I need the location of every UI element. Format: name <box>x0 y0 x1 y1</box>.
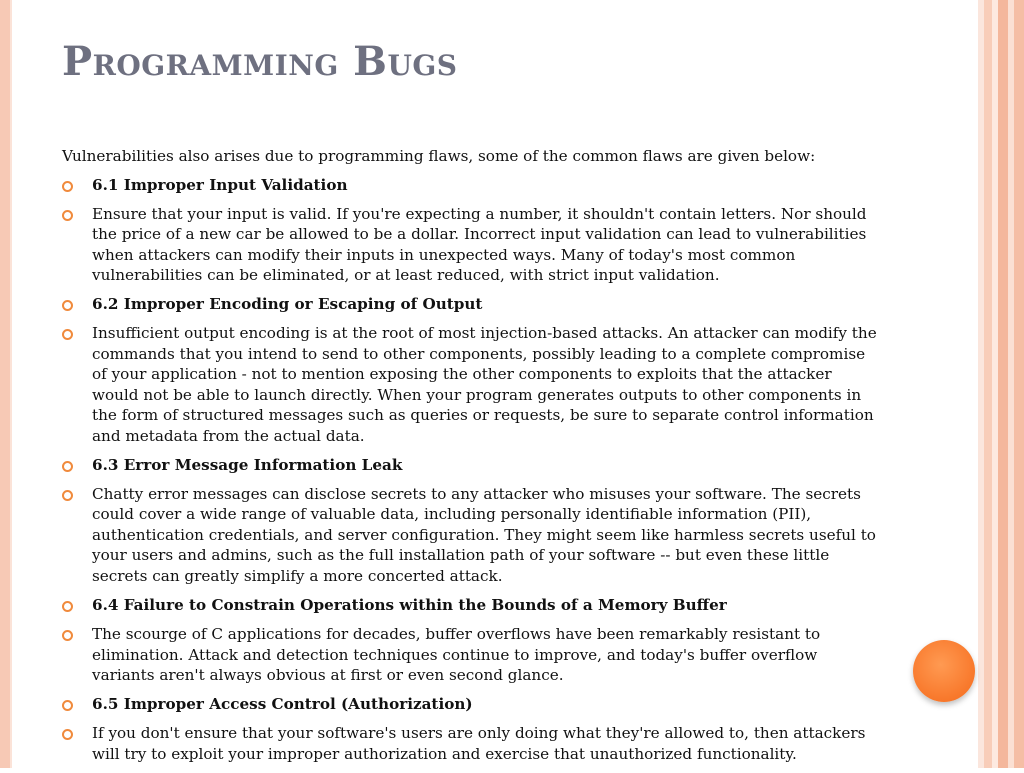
bullet-item-heading <box>62 694 882 715</box>
bullet-heading-text: 6.1 Improper Input Validation <box>92 175 348 194</box>
slide-content <box>62 146 882 773</box>
intro-text: Vulnerabilities also arises due to programming flaws, some of the common flaws are given below: <box>62 147 816 165</box>
ring-bullet-icon <box>62 210 73 221</box>
ring-bullet-icon <box>62 490 73 501</box>
bullet-item-heading <box>62 294 882 315</box>
bullet-body-text: Ensure that your input is valid. If you're expecting a number, it shouldn't contain letters. Nor should the price of a new car be allowed to be a dollar. Incorrect input validation can lead to vulnerabilities when attackers can modify their inputs in unexpected ways. Many of today's most common vulnerabilities can be eliminated, or at least reduced, with strict input validation. <box>92 204 867 285</box>
ring-bullet-icon <box>62 700 73 711</box>
bullet-body-text: Insufficient output encoding is at the root of most injection-based attacks. An attacker can modify the commands that you intend to send to other components, possibly leading to a complete compromise of your application - not to mention exposing the other components to exploits that the attacker would not be able to launch directly. When your program generates outputs to other components in the form of structured messages such as queries or requests, be sure to separate control information and metadata from the actual data. <box>92 324 877 445</box>
bullet-item-heading <box>62 455 882 476</box>
orange-orb-decoration <box>913 640 975 702</box>
ring-bullet-icon <box>62 329 73 340</box>
ring-bullet-icon <box>62 300 73 311</box>
bullet-item-body <box>62 484 882 587</box>
bullet-item-body <box>62 204 882 286</box>
bullet-body-text: If you don't ensure that your software's users are only doing what they're allowed to, then attackers will try to exploit your improper authorization and exercise that unauthorized functionality. <box>92 724 866 763</box>
bullet-item-body <box>62 624 882 686</box>
bullet-item-heading <box>62 175 882 196</box>
ring-bullet-icon <box>62 461 73 472</box>
ring-bullet-icon <box>62 729 73 740</box>
ring-bullet-icon <box>62 601 73 612</box>
bullet-item-body <box>62 723 882 764</box>
bullet-list <box>62 175 882 765</box>
left-decorative-stripe <box>0 0 10 768</box>
bullet-heading-text: 6.5 Improper Access Control (Authorization) <box>92 695 473 714</box>
ring-bullet-icon <box>62 630 73 641</box>
slide-title: Programming Bugs <box>62 38 458 85</box>
bullet-heading-text: 6.2 Improper Encoding or Escaping of Output <box>92 295 483 314</box>
bullet-heading-text: 6.3 Error Message Information Leak <box>92 455 403 474</box>
bullet-item-body <box>62 323 882 446</box>
ring-bullet-icon <box>62 181 73 192</box>
bullet-body-text: Chatty error messages can disclose secrets to any attacker who misuses your software. The secrets could cover a wide range of valuable data, including personally identifiable information (PII), authentication credentials, and server configuration. They might seem like harmless secrets useful to your users and admins, such as the full installation path of your software -- but even these little secrets can greatly simplify a more concerted attack. <box>92 484 876 585</box>
bullet-body-text: The scourge of C applications for decades, buffer overflows have been remarkably resistant to elimination. Attack and detection techniques continue to improve, and today's buffer overflow variants aren't always obvious at first or even second glance. <box>92 625 821 685</box>
right-decorative-stripes <box>978 0 1024 768</box>
bullet-item-heading <box>62 595 882 616</box>
bullet-heading-text: 6.4 Failure to Constrain Operations within the Bounds of a Memory Buffer <box>92 596 727 615</box>
